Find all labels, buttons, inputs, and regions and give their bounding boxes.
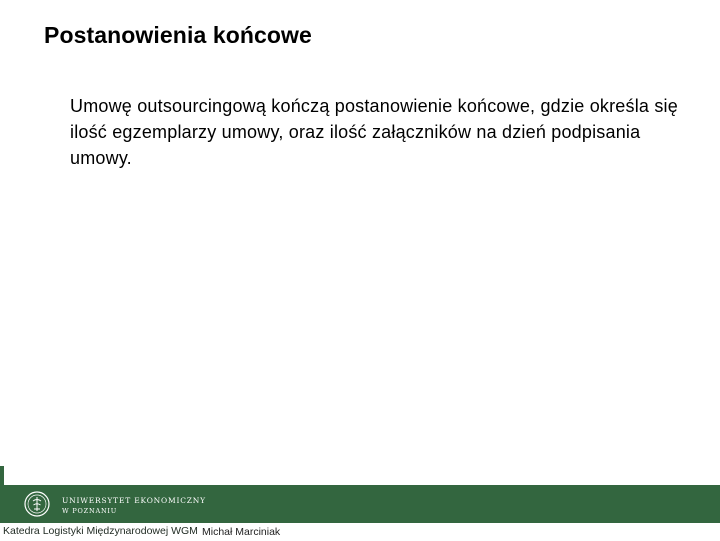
author-name: Michał Marciniak: [200, 523, 288, 540]
university-seal-icon: [24, 491, 50, 517]
slide-body-text: Umowę outsourcingową kończą postanowienie końcowe, gdzie określa się ilość egzemplarzy umowy, oraz ilość załączników na dzień podpisania umowy.: [70, 96, 678, 168]
footer-caption: [0, 523, 720, 540]
slide-title: Postanowienia końcowe: [44, 22, 312, 48]
department-name: Katedra Logistyki Międzynarodowej WGM: [3, 525, 198, 537]
university-name-line2: W POZNANIU: [62, 507, 118, 515]
university-name: [62, 496, 206, 516]
university-name-line1: UNIWERSYTET EKONOMICZNY: [62, 496, 206, 505]
footer-accent: [0, 466, 4, 485]
